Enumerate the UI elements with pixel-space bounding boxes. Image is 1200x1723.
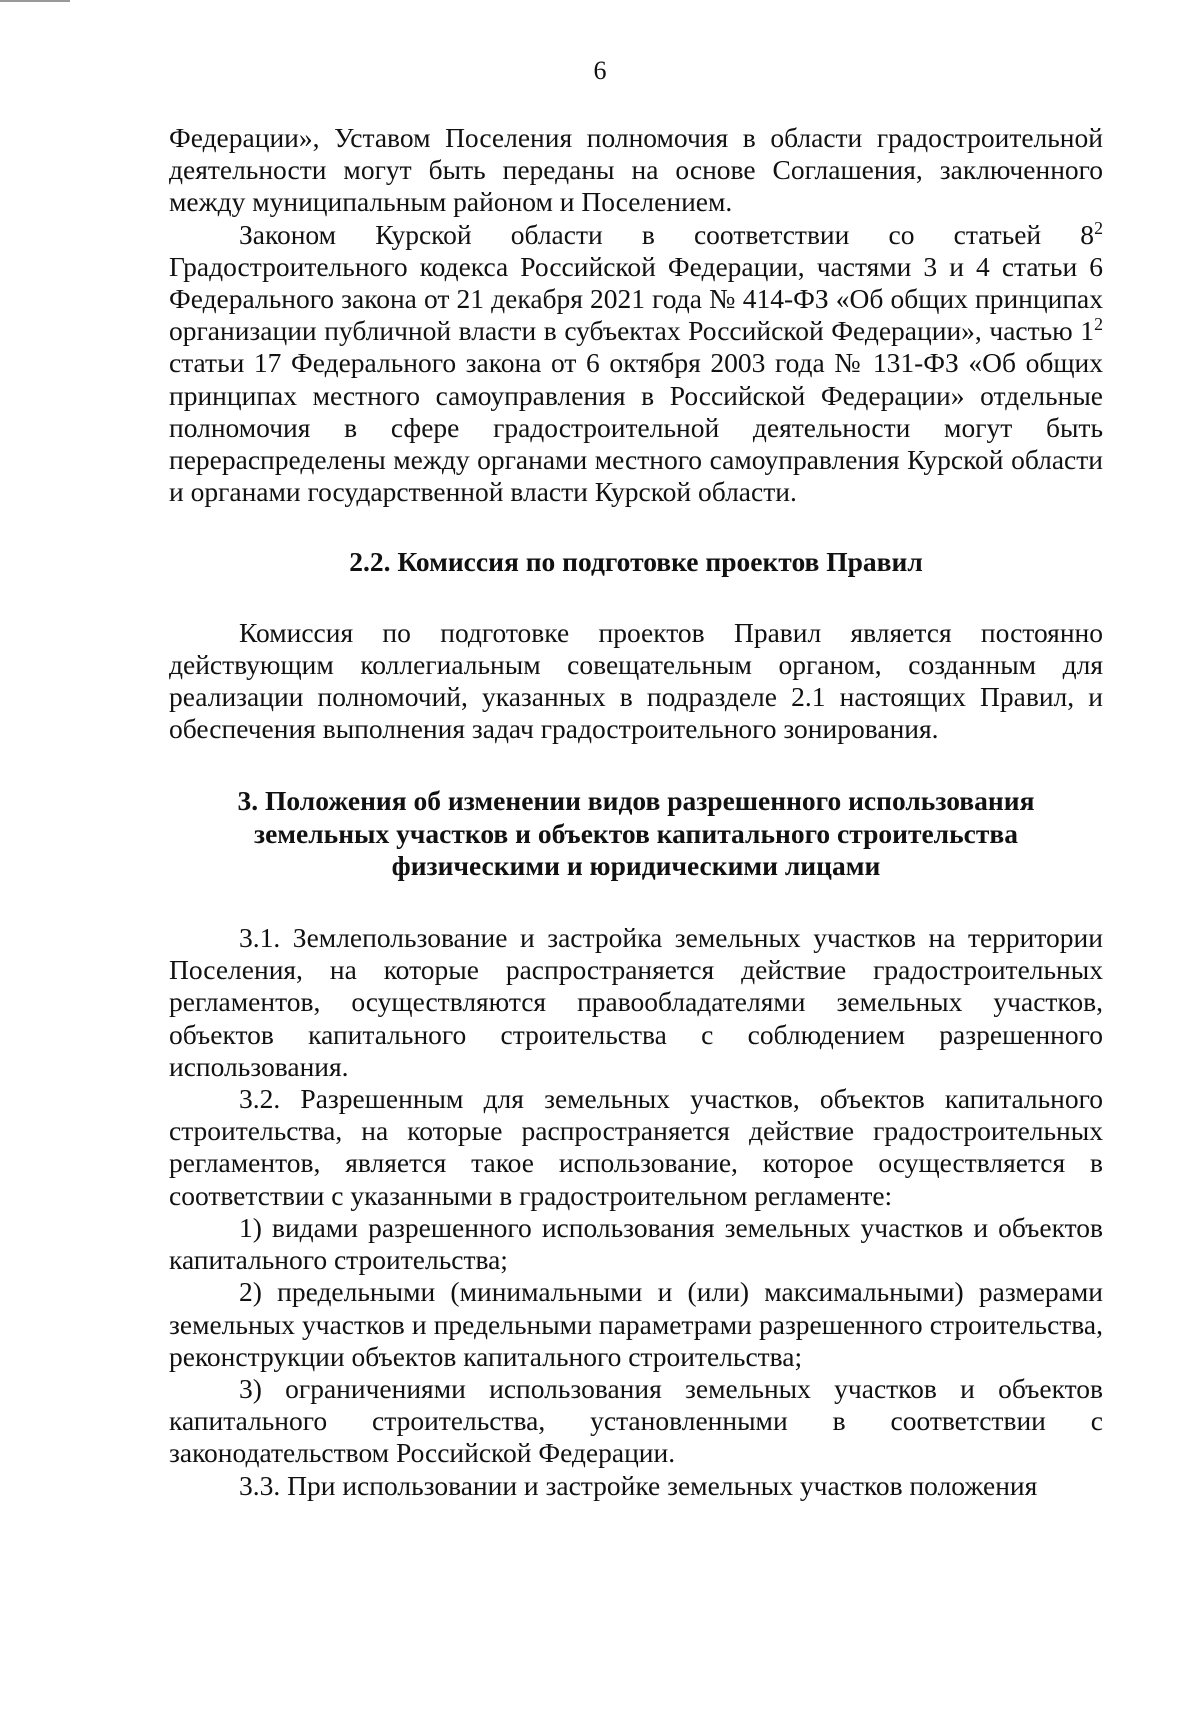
superscript: 2 [1094,217,1103,238]
text-segment: статьи 17 Федерального закона от 6 октября 2003 года № 131-ФЗ «Об общих принципах местного самоуправления в Российской Федерации» отдельные полномочия в сфере градостроительной деятельности могут быть перераспределены между органами местного самоуправления Курской области и органами государственной власти Курской области. [169,347,1103,508]
paragraph-kursk-law [169,219,1103,509]
text-segment: Градостроительного кодекса Российской Федерации, частями 3 и 4 статьи 6 Федерального закона от 21 декабря 2021 года № 414-ФЗ «Об общих принципах организации публичной власти в субъектах Российской Федерации», частью 1 [169,250,1103,347]
paragraph-commission: Комиссия по подготовке проектов Правил является постоянно действующим коллегиальным совещательным органом, созданным для реализации полномочий, указанных в подразделе 2.1 настоящих Правил, и обеспечения выполнения задач градостроительного зонирования. [169,616,1103,745]
section-heading-3 [169,785,1103,882]
scan-edge-mark [0,0,70,8]
page-number: 6 [593,56,607,85]
spacer [169,882,1103,922]
heading-line: земельных участков и объектов капитального строительства [254,817,1018,849]
paragraph-3-2: 3.2. Разрешенным для земельных участков, объектов капитального строительства, на которые распространяется действие градостроительных регламентов, является такое использование, которое осуществляется в соответствии с указанными в градостроительном регламенте: [169,1083,1103,1211]
superscript: 2 [1094,314,1103,335]
heading-line: 3. Положения об изменении видов разрешенного использования [237,785,1035,817]
heading-line: физическими и юридическими лицами [391,849,881,881]
list-item-1: 1) видами разрешенного использования земельных участков и объектов капитального строительства; [169,1211,1103,1276]
section-heading-2-2: 2.2. Комиссия по подготовке проектов Правил [349,546,923,578]
spacer [169,508,1103,546]
spacer [169,745,1103,785]
list-item-3: 3) ограничениями использования земельных участков и объектов капитального строительства, установленными в соответствии с законодательством Российской Федерации. [169,1372,1103,1469]
paragraph-3-3: 3.3. При использовании и застройке земельных участков положения [239,1469,1038,1501]
document-body [169,122,1103,1502]
paragraph-federation-ustav: Федерации», Уставом Поселения полномочия в области градостроительной деятельности могут быть переданы на основе Соглашения, заключенного между муниципальным районом и Поселением. [169,122,1103,218]
spacer [169,579,1103,617]
list-item-2: 2) предельными (минимальными и (или) максимальными) размерами земельных участков и предельными параметрами разрешенного строительства, реконструкции объектов капитального строительства; [169,1276,1103,1372]
text-segment: Законом Курской области в соответствии со статьей 8 [239,218,1095,250]
paragraph-3-1: 3.1. Землепользование и застройка земельных участков на территории Поселения, на которые распространяется действие градостроительных регламентов, осуществляются правообладателями земельных участков, объектов капитального строительства с соблюдением разрешенного использования. [169,922,1103,1082]
